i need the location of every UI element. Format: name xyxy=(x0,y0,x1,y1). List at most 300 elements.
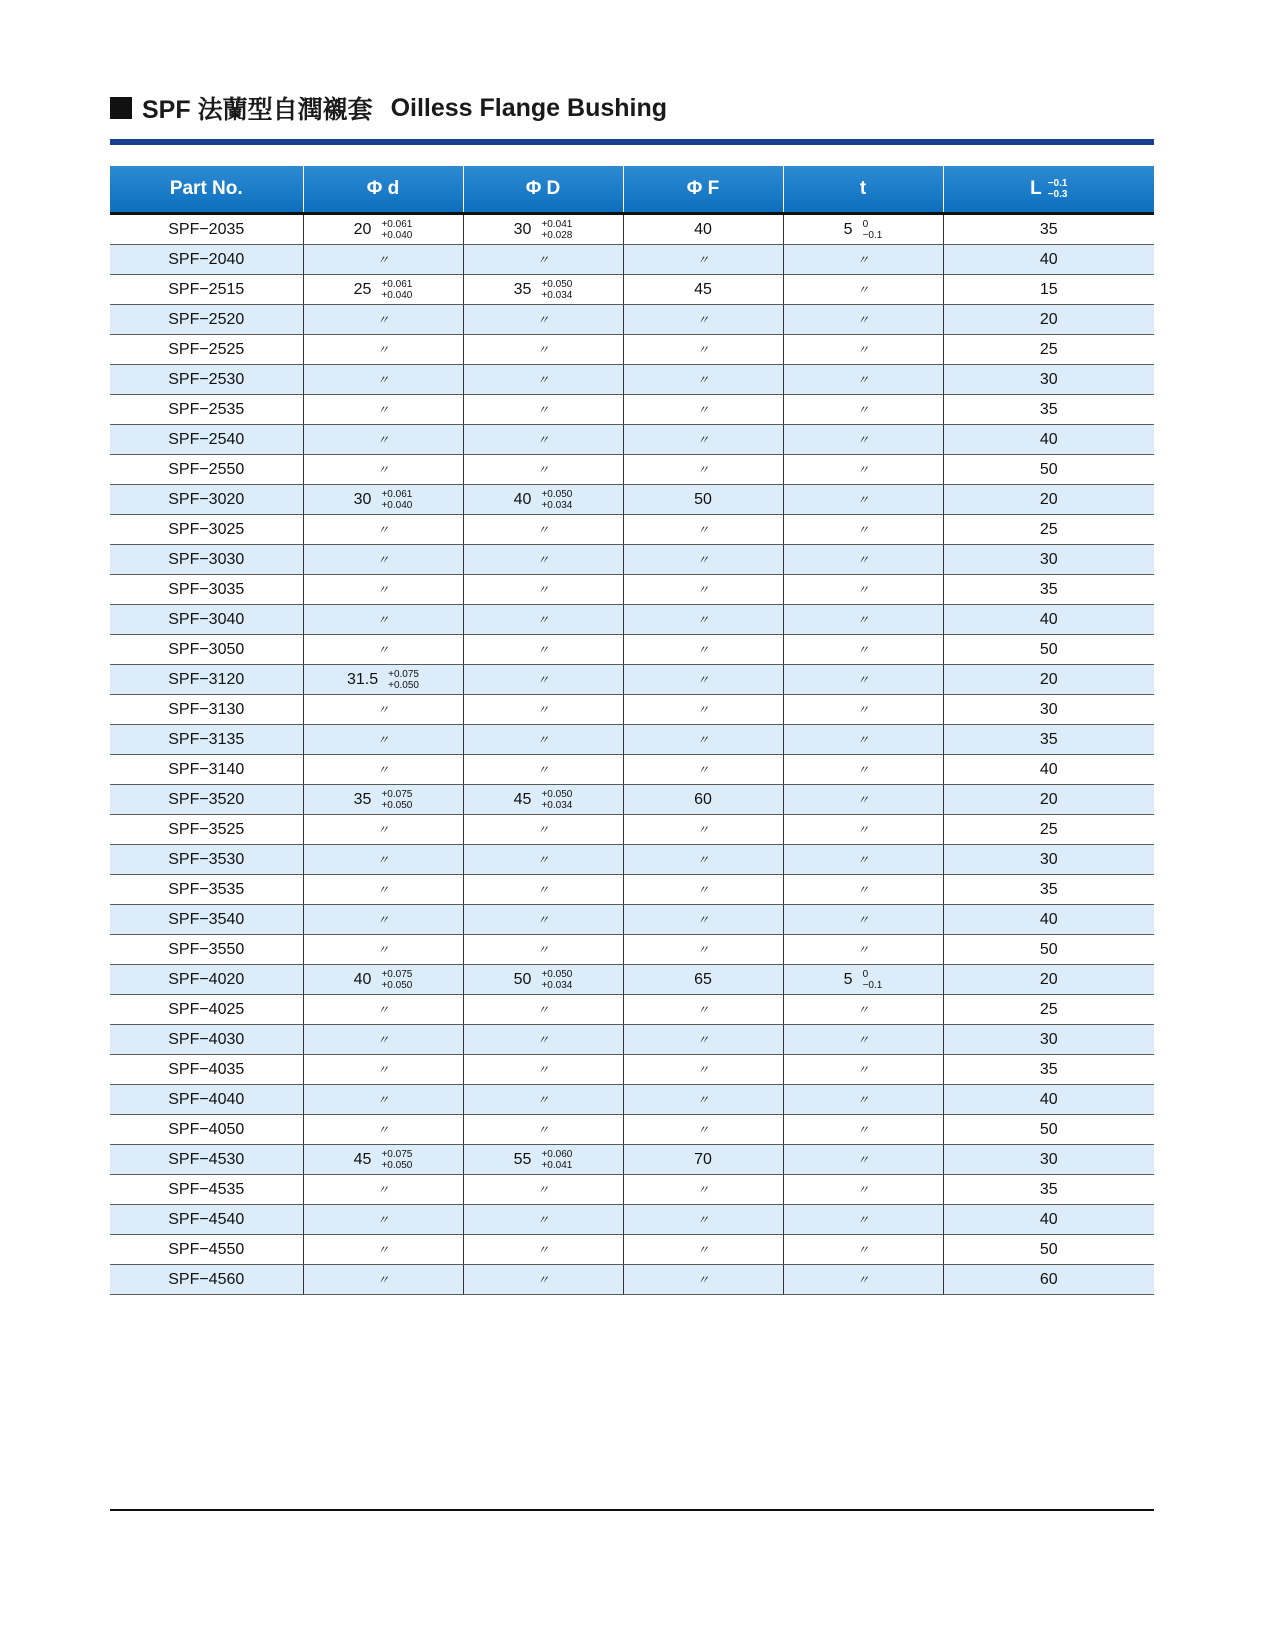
inner-diameter-tol-upper: +0.061 xyxy=(381,218,413,230)
cell-part-no: SPF−4035 xyxy=(110,1055,303,1085)
cell-thickness xyxy=(783,815,943,845)
thickness-tol-upper: 0 xyxy=(862,968,869,980)
header-thickness: t xyxy=(783,166,943,214)
cell-inner-diameter xyxy=(303,635,463,665)
ditto-mark: 〃 xyxy=(696,312,709,327)
ditto-mark: 〃 xyxy=(536,552,549,567)
cell-length: 30 xyxy=(943,545,1154,575)
ditto-mark: 〃 xyxy=(536,1092,549,1107)
ditto-mark: 〃 xyxy=(696,762,709,777)
cell-part-no: SPF−3135 xyxy=(110,725,303,755)
ditto-mark: 〃 xyxy=(376,1002,389,1017)
cell-length: 40 xyxy=(943,1085,1154,1115)
outer-diameter-tol-lower: +0.034 xyxy=(541,499,573,511)
cell-outer-diameter xyxy=(463,485,623,515)
cell-length: 40 xyxy=(943,1205,1154,1235)
table-row xyxy=(110,1205,1154,1235)
cell-thickness xyxy=(783,515,943,545)
cell-inner-diameter xyxy=(303,575,463,605)
cell-outer-diameter xyxy=(463,845,623,875)
outer-diameter-with-tolerance xyxy=(514,489,573,511)
table-row xyxy=(110,875,1154,905)
inner-diameter-tolerance xyxy=(381,969,412,991)
cell-length: 30 xyxy=(943,365,1154,395)
outer-diameter-with-tolerance xyxy=(514,1149,573,1171)
ditto-mark: 〃 xyxy=(856,852,869,867)
cell-flange-diameter xyxy=(623,1055,783,1085)
ditto-mark: 〃 xyxy=(696,252,709,267)
cell-thickness xyxy=(783,875,943,905)
ditto-mark: 〃 xyxy=(696,462,709,477)
cell-part-no: SPF−3020 xyxy=(110,485,303,515)
ditto-mark: 〃 xyxy=(696,912,709,927)
ditto-mark: 〃 xyxy=(856,1122,869,1137)
outer-diameter-value: 40 xyxy=(513,490,532,508)
table-header-row xyxy=(110,166,1154,214)
cell-flange-diameter xyxy=(623,725,783,755)
cell-thickness xyxy=(783,785,943,815)
ditto-mark: 〃 xyxy=(536,672,549,687)
ditto-mark: 〃 xyxy=(696,822,709,837)
ditto-mark: 〃 xyxy=(536,942,549,957)
cell-thickness xyxy=(783,635,943,665)
ditto-mark: 〃 xyxy=(696,702,709,717)
cell-inner-diameter xyxy=(303,1265,463,1295)
ditto-mark: 〃 xyxy=(856,1242,869,1257)
cell-length: 30 xyxy=(943,845,1154,875)
ditto-mark: 〃 xyxy=(376,642,389,657)
cell-part-no: SPF−4535 xyxy=(110,1175,303,1205)
cell-length: 30 xyxy=(943,695,1154,725)
cell-length: 40 xyxy=(943,905,1154,935)
cell-part-no: SPF−4030 xyxy=(110,1025,303,1055)
cell-outer-diameter xyxy=(463,935,623,965)
outer-diameter-tolerance xyxy=(541,789,572,811)
ditto-mark: 〃 xyxy=(536,882,549,897)
ditto-mark: 〃 xyxy=(536,1242,549,1257)
cell-thickness xyxy=(783,395,943,425)
inner-diameter-with-tolerance xyxy=(354,1149,413,1171)
header-inner-diameter: Φ d xyxy=(303,166,463,214)
cell-thickness xyxy=(783,755,943,785)
ditto-mark: 〃 xyxy=(696,612,709,627)
cell-outer-diameter xyxy=(463,1055,623,1085)
outer-diameter-tolerance xyxy=(541,1149,572,1171)
header-outer-diameter: Φ D xyxy=(463,166,623,214)
cell-flange-diameter xyxy=(623,875,783,905)
cell-inner-diameter xyxy=(303,1235,463,1265)
cell-part-no: SPF−3040 xyxy=(110,605,303,635)
ditto-mark: 〃 xyxy=(856,1032,869,1047)
ditto-mark: 〃 xyxy=(856,492,869,507)
thickness-with-tolerance xyxy=(844,219,883,241)
cell-outer-diameter xyxy=(463,605,623,635)
ditto-mark: 〃 xyxy=(696,1032,709,1047)
ditto-mark: 〃 xyxy=(696,1182,709,1197)
cell-outer-diameter xyxy=(463,545,623,575)
cell-flange-diameter: 65 xyxy=(623,965,783,995)
ditto-mark: 〃 xyxy=(856,432,869,447)
ditto-mark: 〃 xyxy=(376,762,389,777)
ditto-mark: 〃 xyxy=(696,582,709,597)
inner-diameter-tolerance xyxy=(381,489,412,511)
header-length-tol-lower: −0.3 xyxy=(1047,189,1068,200)
ditto-mark: 〃 xyxy=(536,1182,549,1197)
cell-thickness xyxy=(783,695,943,725)
table-row xyxy=(110,905,1154,935)
cell-outer-diameter xyxy=(463,245,623,275)
cell-thickness xyxy=(783,275,943,305)
cell-flange-diameter: 60 xyxy=(623,785,783,815)
cell-thickness xyxy=(783,455,943,485)
ditto-mark: 〃 xyxy=(696,372,709,387)
cell-inner-diameter xyxy=(303,725,463,755)
table-row xyxy=(110,365,1154,395)
inner-diameter-value: 31.5 xyxy=(346,670,379,688)
cell-flange-diameter xyxy=(623,395,783,425)
inner-diameter-with-tolerance xyxy=(354,489,413,511)
ditto-mark: 〃 xyxy=(856,552,869,567)
table-row xyxy=(110,845,1154,875)
table-row xyxy=(110,605,1154,635)
cell-flange-diameter xyxy=(623,425,783,455)
cell-inner-diameter xyxy=(303,1025,463,1055)
inner-diameter-tol-upper: +0.075 xyxy=(388,668,419,680)
ditto-mark: 〃 xyxy=(376,882,389,897)
ditto-mark: 〃 xyxy=(376,1242,389,1257)
ditto-mark: 〃 xyxy=(376,1212,389,1227)
cell-outer-diameter xyxy=(463,1235,623,1265)
ditto-mark: 〃 xyxy=(856,312,869,327)
outer-diameter-tol-upper: +0.050 xyxy=(541,788,573,800)
cell-inner-diameter xyxy=(303,695,463,725)
ditto-mark: 〃 xyxy=(376,732,389,747)
ditto-mark: 〃 xyxy=(856,372,869,387)
cell-inner-diameter xyxy=(303,965,463,995)
ditto-mark: 〃 xyxy=(536,1032,549,1047)
table-row xyxy=(110,1265,1154,1295)
inner-diameter-with-tolerance xyxy=(354,279,413,301)
cell-outer-diameter xyxy=(463,965,623,995)
ditto-mark: 〃 xyxy=(376,1092,389,1107)
ditto-mark: 〃 xyxy=(536,312,549,327)
cell-outer-diameter xyxy=(463,1085,623,1115)
ditto-mark: 〃 xyxy=(376,462,389,477)
cell-outer-diameter xyxy=(463,1265,623,1295)
cell-thickness xyxy=(783,665,943,695)
ditto-mark: 〃 xyxy=(856,792,869,807)
table-row xyxy=(110,395,1154,425)
inner-diameter-tolerance xyxy=(381,279,412,301)
cell-part-no: SPF−3025 xyxy=(110,515,303,545)
ditto-mark: 〃 xyxy=(536,462,549,477)
cell-length: 20 xyxy=(943,665,1154,695)
ditto-mark: 〃 xyxy=(536,762,549,777)
cell-flange-diameter xyxy=(623,1175,783,1205)
ditto-mark: 〃 xyxy=(536,342,549,357)
inner-diameter-value: 35 xyxy=(353,790,372,808)
cell-length: 50 xyxy=(943,1115,1154,1145)
cell-length: 15 xyxy=(943,275,1154,305)
ditto-mark: 〃 xyxy=(696,342,709,357)
cell-inner-diameter xyxy=(303,515,463,545)
cell-part-no: SPF−2520 xyxy=(110,305,303,335)
thickness-tol-lower: −0.1 xyxy=(862,229,883,241)
ditto-mark: 〃 xyxy=(536,732,549,747)
cell-outer-diameter xyxy=(463,305,623,335)
cell-part-no: SPF−3130 xyxy=(110,695,303,725)
ditto-mark: 〃 xyxy=(536,1272,549,1287)
inner-diameter-tol-lower: +0.050 xyxy=(381,1159,413,1171)
thickness-with-tolerance xyxy=(844,969,883,991)
ditto-mark: 〃 xyxy=(856,342,869,357)
table-row xyxy=(110,1235,1154,1265)
ditto-mark: 〃 xyxy=(696,1272,709,1287)
inner-diameter-tol-upper: +0.061 xyxy=(381,488,413,500)
cell-outer-diameter xyxy=(463,1145,623,1175)
table-row xyxy=(110,214,1154,245)
table-row xyxy=(110,755,1154,785)
cell-thickness xyxy=(783,485,943,515)
outer-diameter-tol-lower: +0.034 xyxy=(541,799,573,811)
cell-inner-diameter xyxy=(303,905,463,935)
cell-outer-diameter xyxy=(463,1205,623,1235)
outer-diameter-tol-upper: +0.050 xyxy=(541,278,573,290)
cell-thickness xyxy=(783,845,943,875)
cell-thickness xyxy=(783,1145,943,1175)
ditto-mark: 〃 xyxy=(856,402,869,417)
cell-part-no: SPF−4530 xyxy=(110,1145,303,1175)
cell-thickness xyxy=(783,725,943,755)
cell-flange-diameter xyxy=(623,575,783,605)
cell-length: 35 xyxy=(943,1175,1154,1205)
cell-outer-diameter xyxy=(463,365,623,395)
cell-length: 35 xyxy=(943,875,1154,905)
inner-diameter-tol-upper: +0.075 xyxy=(381,788,413,800)
cell-thickness xyxy=(783,545,943,575)
cell-inner-diameter xyxy=(303,365,463,395)
cell-thickness xyxy=(783,1115,943,1145)
ditto-mark: 〃 xyxy=(696,1062,709,1077)
inner-diameter-value: 25 xyxy=(353,280,372,298)
ditto-mark: 〃 xyxy=(696,552,709,567)
ditto-mark: 〃 xyxy=(696,942,709,957)
cell-part-no: SPF−3550 xyxy=(110,935,303,965)
footer-rule xyxy=(110,1509,1154,1511)
cell-part-no: SPF−4025 xyxy=(110,995,303,1025)
cell-flange-diameter xyxy=(623,1205,783,1235)
table-row xyxy=(110,665,1154,695)
cell-part-no: SPF−2035 xyxy=(110,214,303,245)
ditto-mark: 〃 xyxy=(856,1182,869,1197)
cell-thickness xyxy=(783,1205,943,1235)
header-flange-diameter: Φ F xyxy=(623,166,783,214)
ditto-mark: 〃 xyxy=(376,1182,389,1197)
table-row xyxy=(110,995,1154,1025)
cell-flange-diameter xyxy=(623,665,783,695)
cell-outer-diameter xyxy=(463,1025,623,1055)
cell-flange-diameter: 70 xyxy=(623,1145,783,1175)
ditto-mark: 〃 xyxy=(536,582,549,597)
header-part-no: Part No. xyxy=(110,166,303,214)
cell-thickness xyxy=(783,214,943,245)
ditto-mark: 〃 xyxy=(376,582,389,597)
ditto-mark: 〃 xyxy=(856,612,869,627)
inner-diameter-with-tolerance xyxy=(354,219,413,241)
outer-diameter-tol-upper: +0.041 xyxy=(541,218,573,230)
cell-thickness xyxy=(783,935,943,965)
cell-flange-diameter: 50 xyxy=(623,485,783,515)
outer-diameter-tolerance xyxy=(541,279,572,301)
cell-flange-diameter xyxy=(623,1115,783,1145)
ditto-mark: 〃 xyxy=(376,912,389,927)
cell-outer-diameter xyxy=(463,695,623,725)
ditto-mark: 〃 xyxy=(856,282,869,297)
cell-part-no: SPF−2040 xyxy=(110,245,303,275)
cell-part-no: SPF−3520 xyxy=(110,785,303,815)
ditto-mark: 〃 xyxy=(536,522,549,537)
cell-length: 35 xyxy=(943,575,1154,605)
cell-outer-diameter xyxy=(463,905,623,935)
cell-length: 25 xyxy=(943,995,1154,1025)
thickness-value: 5 xyxy=(843,220,853,238)
cell-flange-diameter xyxy=(623,1025,783,1055)
cell-inner-diameter xyxy=(303,1145,463,1175)
ditto-mark: 〃 xyxy=(696,1212,709,1227)
cell-thickness xyxy=(783,1265,943,1295)
inner-diameter-tol-upper: +0.061 xyxy=(381,278,413,290)
ditto-mark: 〃 xyxy=(856,1272,869,1287)
inner-diameter-value: 40 xyxy=(353,970,372,988)
cell-length: 20 xyxy=(943,305,1154,335)
cell-thickness xyxy=(783,1085,943,1115)
cell-inner-diameter xyxy=(303,395,463,425)
ditto-mark: 〃 xyxy=(696,852,709,867)
table-row xyxy=(110,965,1154,995)
ditto-mark: 〃 xyxy=(376,402,389,417)
cell-thickness xyxy=(783,305,943,335)
ditto-mark: 〃 xyxy=(696,732,709,747)
cell-inner-diameter xyxy=(303,1115,463,1145)
cell-length: 50 xyxy=(943,1235,1154,1265)
cell-inner-diameter xyxy=(303,875,463,905)
ditto-mark: 〃 xyxy=(376,702,389,717)
table-row xyxy=(110,305,1154,335)
outer-diameter-value: 30 xyxy=(513,220,532,238)
cell-length: 30 xyxy=(943,1025,1154,1055)
ditto-mark: 〃 xyxy=(856,912,869,927)
cell-thickness xyxy=(783,965,943,995)
ditto-mark: 〃 xyxy=(376,1122,389,1137)
title-rule xyxy=(110,139,1154,145)
ditto-mark: 〃 xyxy=(536,612,549,627)
cell-outer-diameter xyxy=(463,575,623,605)
cell-outer-diameter xyxy=(463,995,623,1025)
cell-part-no: SPF−3030 xyxy=(110,545,303,575)
ditto-mark: 〃 xyxy=(536,912,549,927)
cell-inner-diameter xyxy=(303,755,463,785)
ditto-mark: 〃 xyxy=(536,432,549,447)
outer-diameter-tol-lower: +0.034 xyxy=(541,289,573,301)
cell-inner-diameter xyxy=(303,845,463,875)
table-row xyxy=(110,935,1154,965)
cell-part-no: SPF−4040 xyxy=(110,1085,303,1115)
table-row xyxy=(110,485,1154,515)
inner-diameter-tol-lower: +0.050 xyxy=(381,799,413,811)
cell-part-no: SPF−3540 xyxy=(110,905,303,935)
cell-length: 25 xyxy=(943,335,1154,365)
ditto-mark: 〃 xyxy=(376,822,389,837)
ditto-mark: 〃 xyxy=(376,1032,389,1047)
table-row xyxy=(110,635,1154,665)
cell-inner-diameter xyxy=(303,275,463,305)
table-row xyxy=(110,1115,1154,1145)
ditto-mark: 〃 xyxy=(536,252,549,267)
outer-diameter-value: 35 xyxy=(513,280,532,298)
table-row xyxy=(110,335,1154,365)
cell-inner-diameter xyxy=(303,995,463,1025)
cell-part-no: SPF−3035 xyxy=(110,575,303,605)
cell-inner-diameter xyxy=(303,425,463,455)
cell-inner-diameter xyxy=(303,214,463,245)
cell-outer-diameter xyxy=(463,214,623,245)
cell-outer-diameter xyxy=(463,395,623,425)
table-body xyxy=(110,214,1154,1295)
cell-inner-diameter xyxy=(303,605,463,635)
header-length-tol-upper: −0.1 xyxy=(1047,178,1068,189)
cell-length: 35 xyxy=(943,395,1154,425)
inner-diameter-tol-lower: +0.050 xyxy=(388,679,419,691)
ditto-mark: 〃 xyxy=(856,1002,869,1017)
ditto-mark: 〃 xyxy=(696,1092,709,1107)
cell-flange-diameter xyxy=(623,305,783,335)
table-row xyxy=(110,515,1154,545)
cell-outer-diameter xyxy=(463,425,623,455)
cell-thickness xyxy=(783,335,943,365)
cell-length: 20 xyxy=(943,965,1154,995)
cell-inner-diameter xyxy=(303,1205,463,1235)
cell-thickness xyxy=(783,365,943,395)
table-row xyxy=(110,815,1154,845)
thickness-tol-upper: 0 xyxy=(862,218,869,230)
cell-inner-diameter xyxy=(303,935,463,965)
cell-part-no: SPF−2530 xyxy=(110,365,303,395)
cell-flange-diameter xyxy=(623,635,783,665)
ditto-mark: 〃 xyxy=(376,612,389,627)
cell-flange-diameter xyxy=(623,815,783,845)
cell-thickness xyxy=(783,905,943,935)
cell-part-no: SPF−4020 xyxy=(110,965,303,995)
cell-flange-diameter xyxy=(623,905,783,935)
inner-diameter-with-tolerance xyxy=(354,789,413,811)
outer-diameter-tol-upper: +0.050 xyxy=(541,968,573,980)
ditto-mark: 〃 xyxy=(856,672,869,687)
title-zh: SPF 法蘭型自潤襯套 xyxy=(142,96,373,124)
ditto-mark: 〃 xyxy=(376,1062,389,1077)
ditto-mark: 〃 xyxy=(376,342,389,357)
cell-length: 20 xyxy=(943,485,1154,515)
cell-part-no: SPF−2540 xyxy=(110,425,303,455)
cell-flange-diameter xyxy=(623,755,783,785)
cell-outer-diameter xyxy=(463,635,623,665)
ditto-mark: 〃 xyxy=(856,762,869,777)
inner-diameter-with-tolerance xyxy=(347,669,419,691)
cell-part-no: SPF−3050 xyxy=(110,635,303,665)
outer-diameter-value: 45 xyxy=(513,790,532,808)
ditto-mark: 〃 xyxy=(856,462,869,477)
cell-outer-diameter xyxy=(463,335,623,365)
outer-diameter-with-tolerance xyxy=(514,279,573,301)
